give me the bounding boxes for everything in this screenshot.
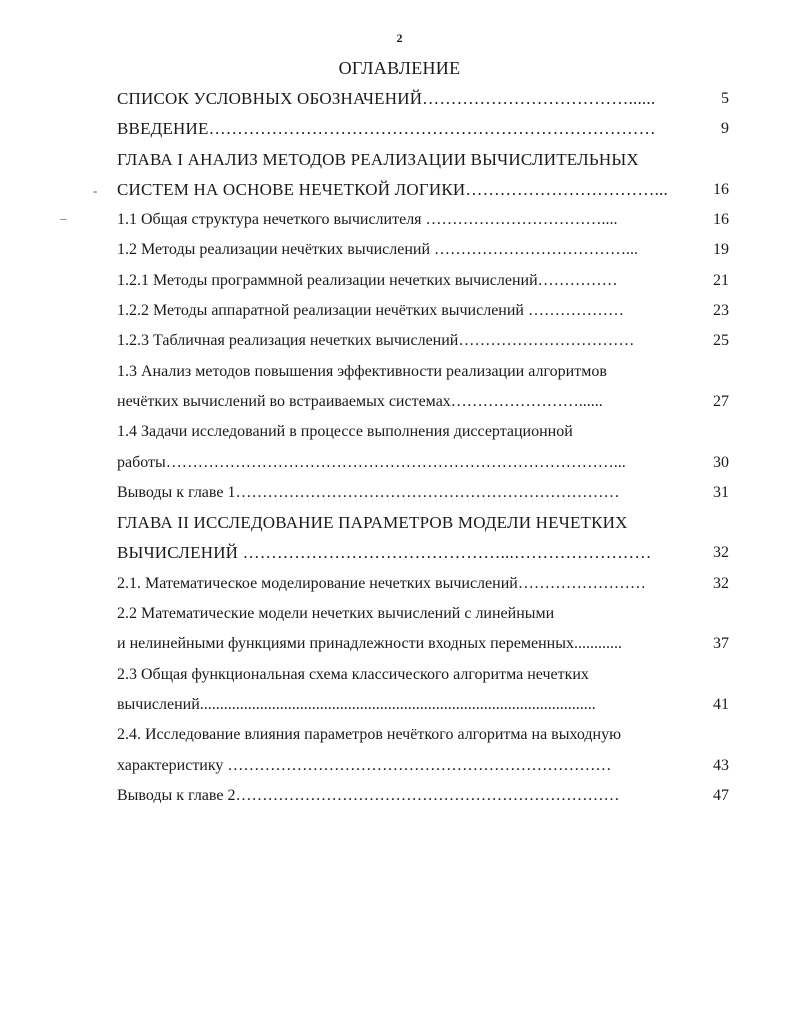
toc-entry-text: 1.2.1 Методы программной реализации нечетких вычислений…………… — [117, 271, 618, 289]
toc-entry-line — [117, 205, 729, 235]
toc-entry[interactable] — [117, 145, 729, 206]
toc-entry-text: 1.1 Общая структура нечеткого вычислителя …………………………….... — [117, 211, 618, 229]
table-of-contents — [117, 84, 729, 811]
toc-entry-line — [117, 387, 729, 417]
toc-entry[interactable] — [117, 508, 729, 569]
toc-heading: ОГЛАВЛЕНИЕ — [338, 58, 461, 78]
toc-entry-line — [117, 114, 729, 144]
toc-page-number: 21 — [713, 271, 729, 289]
toc-entry[interactable] — [117, 266, 729, 296]
toc-entry-text: нечётких вычислений во встраиваемых системах……………………...... — [117, 392, 603, 410]
toc-entry-line — [117, 508, 729, 538]
toc-entry[interactable] — [117, 326, 729, 356]
toc-entry-text: вычислений................................................................................................... — [117, 695, 596, 713]
toc-entry-text: ВЫЧИСЛЕНИЙ ………………………………………...…………………… — [117, 543, 652, 563]
toc-page-number: 43 — [713, 756, 729, 774]
toc-entry-text: Выводы к главе 1……………………………………………………………… — [117, 483, 620, 501]
toc-page-number: 27 — [713, 392, 729, 410]
toc-entry[interactable] — [117, 114, 729, 144]
toc-page-number: 41 — [713, 695, 729, 713]
toc-entry-line — [117, 175, 729, 205]
toc-entry-text: работы…………………………………………………………………………... — [117, 453, 626, 471]
toc-entry-line — [117, 478, 729, 508]
toc-page-number: 5 — [721, 90, 729, 107]
toc-entry-text: 2.3 Общая функциональная схема классического алгоритма нечетких — [117, 665, 589, 683]
toc-entry-text: 1.2 Методы реализации нечётких вычислений ………………………………... — [117, 241, 639, 259]
toc-entry[interactable] — [117, 84, 729, 114]
toc-page-number: 9 — [721, 120, 729, 138]
toc-entry-text: ГЛАВА I АНАЛИЗ МЕТОДОВ РЕАЛИЗАЦИИ ВЫЧИСЛИТЕЛЬНЫХ — [117, 149, 639, 169]
toc-entry-line — [117, 569, 729, 599]
toc-entry-line — [117, 538, 729, 568]
toc-entry-text: СПИСОК УСЛОВНЫХ ОБОЗНАЧЕНИЙ………………………………...... — [117, 89, 656, 108]
toc-page-number: 32 — [713, 574, 729, 592]
toc-entry-line — [117, 326, 729, 356]
toc-entry-line — [117, 690, 729, 720]
toc-entry-line — [117, 448, 729, 478]
toc-entry-text: и нелинейными функциями принадлежности входных переменных............ — [117, 635, 622, 653]
toc-page-number: 25 — [713, 332, 729, 350]
toc-page-number: 47 — [713, 786, 729, 804]
margin-mark: - — [93, 183, 98, 198]
toc-entry[interactable] — [117, 205, 729, 235]
toc-entry-text: 2.1. Математическое моделирование нечетких вычислений…………………… — [117, 574, 646, 592]
toc-entry-text: ГЛАВА II ИССЛЕДОВАНИЕ ПАРАМЕТРОВ МОДЕЛИ НЕЧЕТКИХ — [117, 513, 628, 533]
toc-entry-line — [117, 357, 729, 387]
toc-entry-text: Выводы к главе 2……………………………………………………………… — [117, 786, 620, 804]
toc-entry-line — [117, 629, 729, 659]
toc-entry-line — [117, 296, 729, 326]
toc-entry[interactable] — [117, 296, 729, 326]
toc-entry-line — [117, 145, 729, 175]
toc-entry-line — [117, 417, 729, 447]
toc-entry-text: ВВЕДЕНИЕ…………………………………………………………………… — [117, 119, 656, 139]
margin-mark: _ — [60, 206, 67, 221]
toc-entry[interactable] — [117, 357, 729, 418]
toc-page-number: 32 — [713, 544, 729, 562]
toc-entry[interactable] — [117, 720, 729, 781]
toc-page-number: 16 — [713, 211, 729, 229]
toc-entry-text: 1.3 Анализ методов повышения эффективности реализации алгоритмов — [117, 362, 607, 380]
toc-entry[interactable] — [117, 599, 729, 660]
toc-entry-line — [117, 599, 729, 629]
toc-entry[interactable] — [117, 478, 729, 508]
toc-page-number: 23 — [713, 302, 729, 320]
toc-entry[interactable] — [117, 781, 729, 811]
toc-entry-line — [117, 660, 729, 690]
toc-entry-text: характеристику ……………………………………………………………… — [117, 756, 612, 774]
toc-entry-text: 1.2.2 Методы аппаратной реализации нечётких вычислений ……………… — [117, 302, 624, 320]
toc-page-number: 37 — [713, 635, 729, 653]
page-number: 2 — [396, 31, 403, 45]
toc-entry-line — [117, 720, 729, 750]
toc-entry-text: 1.4 Задачи исследований в процессе выполнения диссертационной — [117, 423, 573, 441]
toc-entry-line — [117, 235, 729, 265]
toc-entry[interactable] — [117, 660, 729, 721]
toc-page-number: 30 — [713, 453, 729, 471]
toc-entry-text: 1.2.3 Табличная реализация нечетких вычислений…………………………… — [117, 332, 635, 350]
toc-page-number: 16 — [713, 180, 729, 198]
toc-page-number: 31 — [713, 483, 729, 501]
toc-entry-line — [117, 751, 729, 781]
toc-entry-line — [117, 781, 729, 811]
toc-entry-line — [117, 266, 729, 296]
toc-entry[interactable] — [117, 569, 729, 599]
toc-entry-text: 2.4. Исследование влияния параметров нечёткого алгоритма на выходную — [117, 726, 622, 744]
toc-entry-text: 2.2 Математические модели нечетких вычислений с линейными — [117, 605, 555, 623]
toc-entry[interactable] — [117, 235, 729, 265]
toc-entry-line — [117, 84, 729, 114]
toc-entry-text: СИСТЕМ НА ОСНОВЕ НЕЧЕТКОЙ ЛОГИКИ……………………………... — [117, 179, 668, 199]
toc-entry[interactable] — [117, 417, 729, 478]
toc-page-number: 19 — [713, 241, 729, 259]
